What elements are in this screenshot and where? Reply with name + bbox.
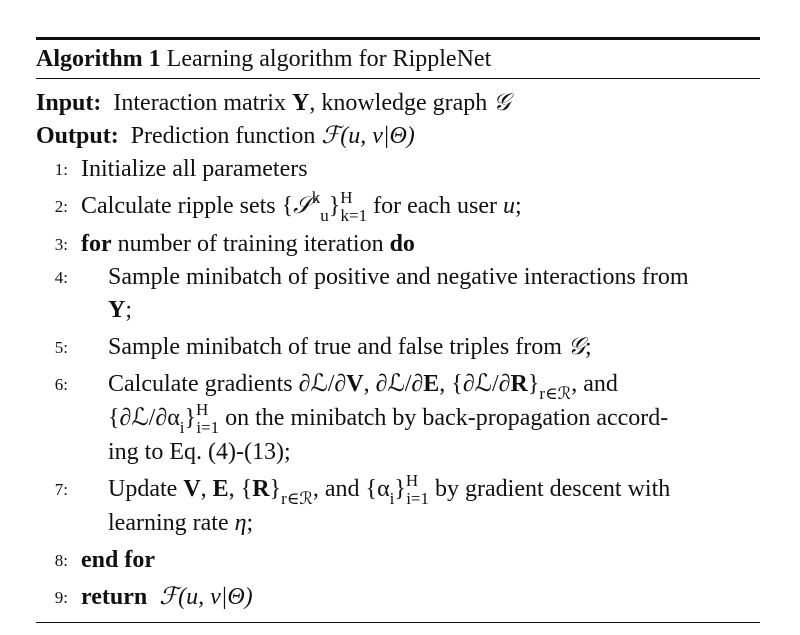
line-number-1: 1: [54, 160, 68, 179]
line-3-text [36, 228, 760, 261]
lines-l7-R: R [252, 476, 270, 502]
algorithm-line-4 [36, 261, 760, 327]
keyword-return: return [81, 584, 148, 610]
keyword-do: do [389, 231, 415, 257]
line-2-close: } [328, 193, 341, 219]
ripple-set-symbol: 𝒮 [293, 193, 312, 219]
line-6-row-2 [108, 402, 760, 436]
line-number-2: 2: [54, 197, 68, 216]
line-5-body: Sample minibatch of true and false triples from [108, 334, 568, 360]
lines-l6-c: , {∂ℒ/∂ [439, 371, 511, 397]
lines-l7-b: , [200, 476, 213, 502]
algorithm-box [36, 37, 760, 623]
output-expression: ℱ(u, v|Θ) [321, 123, 415, 149]
algorithm-line-9 [36, 581, 760, 614]
algorithm-line-5 [36, 331, 760, 364]
keyword-for: for [81, 231, 112, 257]
text-fragment [108, 473, 760, 507]
input-text-1: Interaction matrix [113, 90, 292, 116]
lines-l7-sup-h: H [405, 471, 419, 490]
line-2-post: for each user [367, 193, 504, 219]
lines-l7-sub-i1: i=1 [406, 489, 429, 508]
algorithm-body [36, 79, 760, 622]
line-2-end: ; [515, 193, 522, 219]
line-9-text [36, 581, 760, 614]
algorithm-line-3 [36, 228, 760, 261]
line-4-end: ; [125, 297, 133, 323]
line-4-text [36, 261, 760, 327]
line-4-body: Sample minibatch of positive and negative interactions from [108, 264, 689, 290]
line-3-body: number of training iteration [111, 231, 390, 257]
lines-l7-c: , { [228, 476, 253, 502]
output-line [36, 120, 760, 153]
lines-l6-g: } [184, 405, 197, 431]
lines-l6-h: on the minibatch by back-propagation accord- [219, 405, 669, 431]
line-2-user: u [503, 193, 516, 219]
input-line [36, 87, 760, 120]
lines-l6-sub-i1: i=1 [196, 418, 220, 437]
line-5-graph: 𝒢 [567, 334, 585, 360]
lines-l6-R: R [510, 371, 528, 397]
text-fragment [108, 507, 760, 540]
line-2-text [36, 190, 760, 224]
line-6-calc [108, 368, 618, 402]
lines-l7-f: } [394, 476, 406, 502]
line-1-text: Initialize all parameters [81, 156, 308, 182]
ripple-set-sub: u [320, 206, 329, 225]
lines-l6-f: {∂ℒ/∂α [108, 405, 180, 431]
line-6-row-3: ing to Eq. (4)-(13); [108, 439, 291, 465]
line-5-end: ; [584, 334, 592, 360]
lines-l7-end: ; [246, 510, 254, 536]
line-4-matrix-y: Y [108, 297, 126, 323]
line-number-3: 3: [54, 235, 68, 254]
line-number-9: 9: [54, 588, 68, 607]
lines-l7-e: , and {α [312, 476, 390, 502]
lines-l7-a: Update [108, 476, 184, 502]
keyword-end-for: end for [81, 547, 155, 573]
algorithm-line-6 [36, 368, 760, 469]
line-8-text [36, 544, 760, 577]
line-number-8: 8: [54, 551, 68, 570]
line-number-5: 5: [54, 338, 68, 357]
lines-l7-E: E [212, 476, 229, 502]
line-number-6: 6: [54, 375, 68, 394]
algorithm-line-2 [36, 190, 760, 224]
lines-l6-b: , ∂ℒ/∂ [363, 371, 424, 397]
ripple-set-sup: k [311, 188, 321, 207]
line-2-pre: Calculate ripple sets { [81, 193, 294, 219]
algorithm-line-8 [36, 544, 760, 577]
lines-l7-sub-r: r∈ℛ [281, 489, 313, 508]
algorithm-line-1 [36, 153, 760, 186]
lines-l6-sub-i: i [179, 418, 185, 437]
algorithm-caption [36, 40, 760, 78]
ripple-set-upper-bound: H [340, 188, 353, 207]
bottom-rule [36, 622, 760, 623]
lines-l6-sup-h: H [196, 400, 209, 419]
output-text: Prediction function [130, 123, 322, 149]
input-graph-g: 𝒢 [493, 90, 511, 116]
input-text-2: , knowledge graph [309, 90, 494, 116]
lines-l6-e: , and [571, 371, 618, 397]
line-6-text [36, 368, 760, 469]
output-label: Output: [36, 123, 119, 149]
line-number-7: 7: [54, 480, 68, 499]
line-6-row-1 [108, 368, 760, 402]
ripple-set-lower-bound: k=1 [340, 206, 368, 225]
line-number-4: 4: [54, 268, 68, 287]
lines-l6-sub-r: r∈ℛ [539, 384, 572, 403]
lines-l7-sub-i: i [389, 489, 395, 508]
lines-l6-d: } [527, 371, 540, 397]
algorithm-number: Algorithm 1 [36, 46, 161, 72]
lines-l7-h: learning rate [108, 510, 235, 536]
lines-l7-V: V [183, 476, 201, 502]
lines-l6-a: Calculate gradients ∂ℒ/∂ [108, 371, 347, 397]
input-label: Input: [36, 90, 102, 116]
algorithm-title: Learning algorithm for RippleNet [166, 46, 492, 72]
input-matrix-y: Y [291, 90, 310, 116]
lines-l7-eta: η [234, 510, 247, 536]
lines-l7-d: } [269, 476, 282, 502]
lines-l6-E: E [423, 371, 440, 397]
lines-l6-V: V [346, 371, 364, 397]
algorithm-line-7 [36, 473, 760, 540]
line-5-text [36, 331, 760, 364]
return-expression: ℱ(u, v|Θ) [159, 584, 253, 610]
line-7-text [36, 473, 760, 540]
lines-l7-g: by gradient descent with [429, 476, 671, 502]
